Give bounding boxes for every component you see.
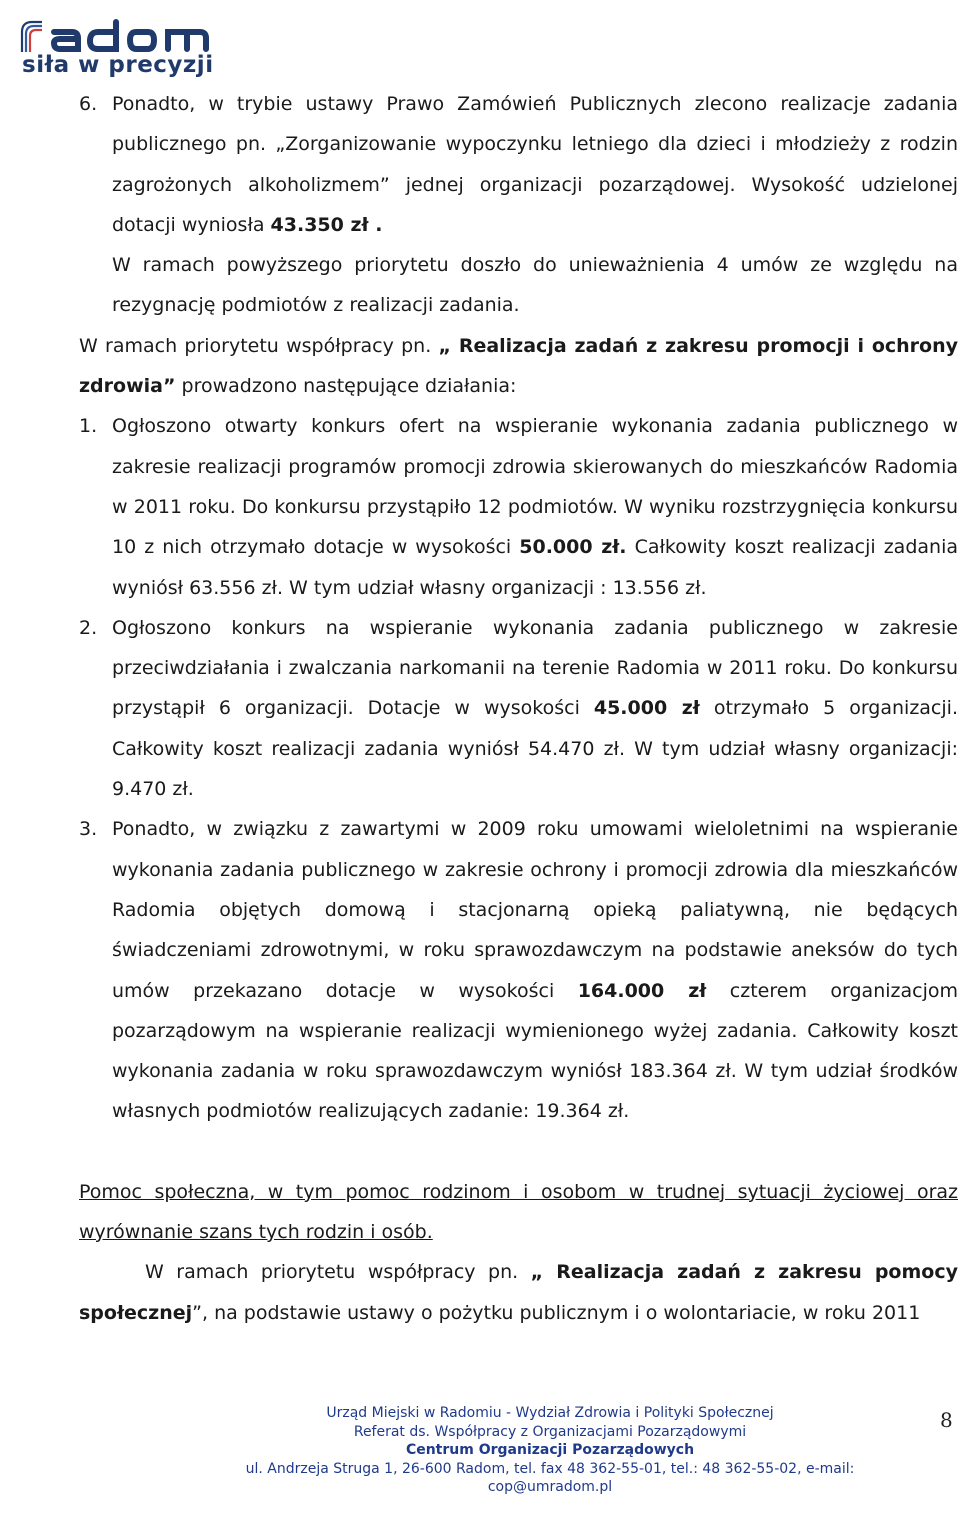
footer-office: Urząd Miejski w Radomiu - Wydział Zdrowia i Polityki Społecznej: [326, 1405, 774, 1421]
list-number: 1.: [79, 415, 98, 438]
item-text: Ogłoszono konkurs na wspieranie wykonania zadania publicznego w zakresie przeciwdziałania i zwalczania narkomanii na terenie Radomia w 2011 roku. Do konkursu przystąpił 6 organizacji. Dotacje w wysokości: [112, 616, 958, 720]
item-text: Ponadto, w trybie ustawy Prawo Zamówień Publicznych zlecono realizacje zadania publicznego pn. „Zorganizowanie wypoczynku letniego dla dzieci i młodzieży z rodzin zagrożonych alkoholizmem” jednej organizacji pozarządowej. Wysokość udzielonej dotacji wyniosła: [112, 93, 958, 236]
item-text: otrzymało 5 organizacji. Całkowity koszt realizacji zadania wyniósł 54.470 zł. W tym udział własny organizacji: 9.470 zł.: [112, 697, 958, 801]
priority-title: „ Realizacja zadań z zakresu pomocy społecznej: [79, 1261, 958, 1324]
spacer: [79, 1132, 958, 1172]
amount: 43.350 zł .: [270, 213, 383, 236]
intro-text: prowadzono następujące działania:: [175, 375, 517, 398]
intro-text: W ramach priorytetu współpracy pn.: [79, 334, 439, 357]
amount: 164.000 zł: [577, 979, 707, 1002]
item-text: czterem organizacjom pozarządowym na wspieranie realizacji wymienionego wyżej zadania. Całkowity koszt wykonania zadania w roku sprawozdawczym wyniósł 183.364 zł. W tym udział środków własnych podmiotów realizujących zadanie: 19.364 zł.: [112, 979, 958, 1123]
section-heading: Pomoc społeczna, w tym pomoc rodzinom i osobom w trudnej sytuacji życiowej oraz wyrównanie szans tych rodzin i osób.: [79, 1180, 958, 1244]
radom-logo: [20, 18, 220, 86]
list-number: 3.: [79, 818, 98, 841]
item-text: W ramach powyższego priorytetu doszło do unieważnienia 4 umów ze względu na rezygnację podmiotów z realizacji zadania.: [112, 254, 958, 317]
page-footer: [200, 1404, 900, 1497]
amount: 45.000 zł: [593, 697, 700, 720]
list-number: 6.: [79, 93, 98, 115]
intro-text: W ramach priorytetu współpracy pn.: [145, 1261, 531, 1284]
list-item-2: [79, 608, 958, 809]
list-item-6: [79, 84, 958, 326]
list-item-1: [79, 406, 958, 607]
social-priority-intro: [79, 1252, 958, 1333]
footer-contact: ul. Andrzeja Struga 1, 26-600 Radom, tel. fax 48 362-55-01, tel.: 48 362-55-02, e-mail: cop@umradom.pl: [245, 1460, 855, 1495]
amount: 50.000 zł.: [519, 536, 627, 559]
intro-text: ”, na podstawie ustawy o pożytku publicznym i o wolontariacie, w roku 2011: [192, 1301, 921, 1324]
page-number: 8: [940, 1408, 953, 1432]
item-text: Całkowity koszt realizacji zadania wyniósł 63.556 zł. W tym udział własny organizacji : 13.556 zł.: [112, 536, 958, 599]
health-priority-intro: [79, 326, 958, 407]
logo-tagline: siła w precyzji: [22, 52, 214, 78]
item-text: Ponadto, w związku z zawartymi w 2009 roku umowami wieloletnimi na wspieranie wykonania zadania publicznego w zakresie ochrony i promocji zdrowia dla mieszkańców Radomia objętych domową i stacjonarną opieką paliatywną, nie będących świadczeniami zdrowotnymi, w roku sprawozdawczym na podstawie aneksów do tych umów przekazano dotacje w wysokości: [112, 818, 958, 1002]
footer-department: Referat ds. Współpracy z Organizacjami Pozarządowymi: [353, 1423, 747, 1440]
radom-wordmark: [20, 18, 220, 54]
priority-title: „ Realizacja zadań z zakresu promocji i ochrony zdrowia”: [79, 334, 958, 398]
item-text: Ogłoszono otwarty konkurs ofert na wspieranie wykonania zadania publicznego w zakresie realizacji programów promocji zdrowia skierowanych do mieszkańców Radomia w 2011 roku. Do konkursu przystąpiło 12 podmiotów. W wyniku rozstrzygnięcia konkursu 10 z nich otrzymało dotacje w wysokości: [112, 415, 958, 559]
list-item-3: [79, 809, 958, 1131]
footer-center: Centrum Organizacji Pozarządowych: [405, 1442, 695, 1458]
document-body: [79, 84, 958, 1333]
list-number: 2.: [79, 616, 98, 639]
